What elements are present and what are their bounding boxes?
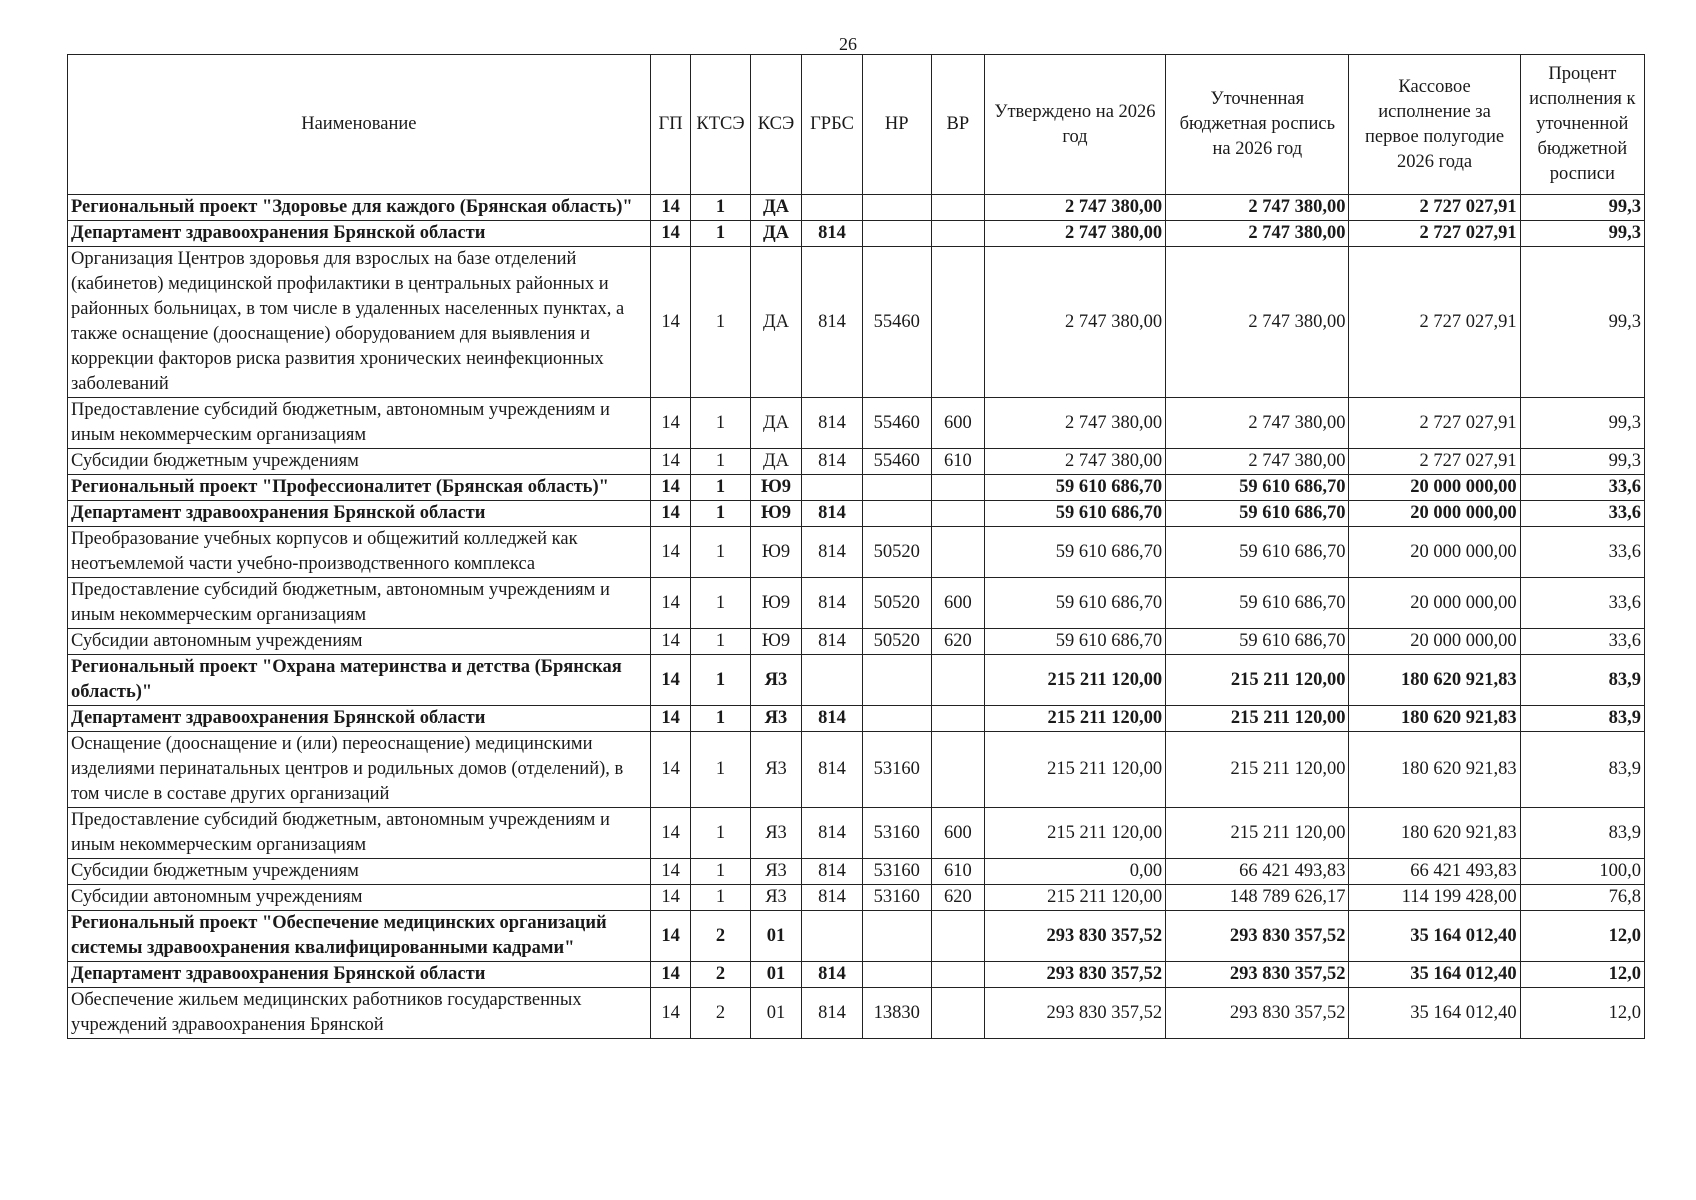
cell-approved: 59 610 686,70 [984,527,1165,578]
cell-gp: 14 [650,195,691,221]
table-row [68,655,1645,706]
cell-vr [931,501,984,527]
cell-gp: 14 [650,988,691,1039]
cell-kse: Я3 [750,885,802,911]
cell-ktse: 2 [691,911,750,962]
cell-nr: 50520 [862,578,931,629]
cell-approved: 2 747 380,00 [984,247,1165,398]
cell-cash: 180 620 921,83 [1349,655,1520,706]
cell-kse: Ю9 [750,527,802,578]
cell-nr: 50520 [862,527,931,578]
header-percent: Процент исполнения к уточненной бюджетной росписи [1520,55,1644,195]
page-number: 26 [839,34,857,54]
cell-cash: 180 620 921,83 [1349,732,1520,808]
cell-percent: 83,9 [1520,808,1644,859]
table-row [68,629,1645,655]
cell-gp: 14 [650,247,691,398]
cell-vr [931,475,984,501]
cell-approved: 2 747 380,00 [984,449,1165,475]
table-row [68,911,1645,962]
cell-nr [862,706,931,732]
cell-ktse: 1 [691,475,750,501]
cell-vr [931,988,984,1039]
cell-ktse: 1 [691,859,750,885]
cell-name: Региональный проект "Охрана материнства и детства (Брянская область)" [68,655,651,706]
cell-grbs: 814 [802,501,862,527]
cell-grbs: 814 [802,885,862,911]
cell-cash: 20 000 000,00 [1349,475,1520,501]
cell-approved: 293 830 357,52 [984,911,1165,962]
cell-grbs [802,911,862,962]
header-kse: КСЭ [750,55,802,195]
table-header-row [68,55,1645,195]
cell-kse: ДА [750,247,802,398]
cell-approved: 293 830 357,52 [984,988,1165,1039]
cell-refined: 2 747 380,00 [1166,247,1349,398]
cell-grbs: 814 [802,808,862,859]
table-row [68,859,1645,885]
table-row [68,475,1645,501]
cell-grbs: 814 [802,527,862,578]
cell-grbs: 814 [802,706,862,732]
cell-vr [931,221,984,247]
cell-name: Субсидии бюджетным учреждениям [68,449,651,475]
cell-kse: Я3 [750,655,802,706]
cell-gp: 14 [650,859,691,885]
cell-kse: Я3 [750,808,802,859]
cell-cash: 20 000 000,00 [1349,578,1520,629]
cell-ktse: 2 [691,988,750,1039]
cell-ktse: 1 [691,501,750,527]
cell-refined: 2 747 380,00 [1166,449,1349,475]
cell-percent: 83,9 [1520,655,1644,706]
cell-name: Субсидии автономным учреждениям [68,629,651,655]
cell-gp: 14 [650,475,691,501]
cell-refined: 59 610 686,70 [1166,578,1349,629]
cell-vr [931,911,984,962]
cell-name: Департамент здравоохранения Брянской области [68,501,651,527]
cell-ktse: 1 [691,885,750,911]
cell-gp: 14 [650,398,691,449]
cell-refined: 59 610 686,70 [1166,475,1349,501]
cell-approved: 215 211 120,00 [984,885,1165,911]
table-row [68,221,1645,247]
cell-grbs: 814 [802,221,862,247]
cell-name: Предоставление субсидий бюджетным, автономным учреждениям и иным некоммерческим организациям [68,398,651,449]
cell-grbs: 814 [802,988,862,1039]
cell-refined: 59 610 686,70 [1166,527,1349,578]
cell-cash: 180 620 921,83 [1349,808,1520,859]
cell-refined: 148 789 626,17 [1166,885,1349,911]
cell-refined: 66 421 493,83 [1166,859,1349,885]
cell-ktse: 1 [691,578,750,629]
header-name: Наименование [68,55,651,195]
cell-name: Департамент здравоохранения Брянской области [68,706,651,732]
cell-refined: 59 610 686,70 [1166,501,1349,527]
cell-nr [862,221,931,247]
cell-percent: 33,6 [1520,629,1644,655]
cell-kse: Ю9 [750,578,802,629]
cell-percent: 33,6 [1520,501,1644,527]
table-row [68,962,1645,988]
table-row [68,578,1645,629]
cell-ktse: 1 [691,732,750,808]
cell-vr [931,706,984,732]
cell-approved: 215 211 120,00 [984,706,1165,732]
table-row [68,885,1645,911]
cell-kse: Я3 [750,732,802,808]
cell-cash: 114 199 428,00 [1349,885,1520,911]
cell-gp: 14 [650,449,691,475]
cell-gp: 14 [650,962,691,988]
cell-vr [931,527,984,578]
cell-ktse: 1 [691,247,750,398]
cell-nr [862,911,931,962]
header-nr: НР [862,55,931,195]
header-cash: Кассовое исполнение за первое полугодие 2026 года [1349,55,1520,195]
cell-ktse: 1 [691,629,750,655]
cell-grbs: 814 [802,962,862,988]
cell-ktse: 1 [691,527,750,578]
cell-grbs: 814 [802,732,862,808]
cell-name: Региональный проект "Профессионалитет (Брянская область)" [68,475,651,501]
cell-approved: 59 610 686,70 [984,629,1165,655]
cell-name: Департамент здравоохранения Брянской области [68,962,651,988]
cell-nr: 53160 [862,885,931,911]
cell-percent: 99,3 [1520,221,1644,247]
cell-percent: 12,0 [1520,911,1644,962]
cell-approved: 2 747 380,00 [984,398,1165,449]
cell-gp: 14 [650,655,691,706]
cell-vr: 610 [931,449,984,475]
cell-approved: 2 747 380,00 [984,221,1165,247]
cell-grbs [802,475,862,501]
header-refined: Уточненная бюджетная роспись на 2026 год [1166,55,1349,195]
cell-percent: 12,0 [1520,988,1644,1039]
cell-grbs: 814 [802,449,862,475]
header-grbs: ГРБС [802,55,862,195]
cell-vr [931,655,984,706]
cell-approved: 2 747 380,00 [984,195,1165,221]
cell-approved: 215 211 120,00 [984,808,1165,859]
cell-grbs: 814 [802,578,862,629]
cell-name: Региональный проект "Здоровье для каждого (Брянская область)" [68,195,651,221]
cell-gp: 14 [650,527,691,578]
cell-gp: 14 [650,578,691,629]
cell-kse: Ю9 [750,501,802,527]
cell-name: Региональный проект "Обеспечение медицинских организаций системы здравоохранения квалифицированными кадрами" [68,911,651,962]
cell-nr [862,195,931,221]
cell-gp: 14 [650,911,691,962]
cell-percent: 33,6 [1520,578,1644,629]
header-ktse: КТСЭ [691,55,750,195]
cell-vr [931,247,984,398]
cell-vr: 600 [931,398,984,449]
cell-grbs [802,655,862,706]
cell-percent: 76,8 [1520,885,1644,911]
cell-name: Предоставление субсидий бюджетным, автономным учреждениям и иным некоммерческим организациям [68,578,651,629]
cell-refined: 2 747 380,00 [1166,195,1349,221]
cell-percent: 99,3 [1520,398,1644,449]
cell-name: Оснащение (дооснащение и (или) переоснащение) медицинскими изделиями перинатальных центров и родильных домов (отделений), в том числе в составе других организаций [68,732,651,808]
cell-refined: 2 747 380,00 [1166,221,1349,247]
cell-refined: 59 610 686,70 [1166,629,1349,655]
cell-approved: 0,00 [984,859,1165,885]
table-row [68,449,1645,475]
cell-vr [931,732,984,808]
cell-gp: 14 [650,706,691,732]
cell-percent: 12,0 [1520,962,1644,988]
cell-nr: 13830 [862,988,931,1039]
cell-name: Преобразование учебных корпусов и общежитий колледжей как неотъемлемой части учебно-производственного комплекса [68,527,651,578]
cell-refined: 215 211 120,00 [1166,732,1349,808]
table-row [68,195,1645,221]
cell-nr [862,655,931,706]
cell-percent: 33,6 [1520,475,1644,501]
cell-ktse: 1 [691,449,750,475]
cell-kse: 01 [750,962,802,988]
cell-ktse: 2 [691,962,750,988]
cell-nr [862,475,931,501]
table-row [68,808,1645,859]
cell-cash: 35 164 012,40 [1349,911,1520,962]
table-row [68,501,1645,527]
cell-grbs [802,195,862,221]
cell-nr: 55460 [862,247,931,398]
cell-gp: 14 [650,221,691,247]
cell-vr: 610 [931,859,984,885]
cell-ktse: 1 [691,221,750,247]
cell-grbs: 814 [802,629,862,655]
cell-nr: 53160 [862,808,931,859]
header-gp: ГП [650,55,691,195]
cell-percent: 83,9 [1520,732,1644,808]
cell-refined: 2 747 380,00 [1166,398,1349,449]
cell-vr: 600 [931,578,984,629]
cell-kse: ДА [750,221,802,247]
cell-approved: 293 830 357,52 [984,962,1165,988]
cell-cash: 66 421 493,83 [1349,859,1520,885]
cell-nr: 50520 [862,629,931,655]
cell-gp: 14 [650,808,691,859]
cell-percent: 99,3 [1520,247,1644,398]
cell-cash: 2 727 027,91 [1349,247,1520,398]
cell-percent: 33,6 [1520,527,1644,578]
cell-cash: 2 727 027,91 [1349,398,1520,449]
table-row [68,527,1645,578]
cell-vr [931,195,984,221]
cell-kse: 01 [750,911,802,962]
cell-percent: 99,3 [1520,195,1644,221]
table-row [68,398,1645,449]
cell-gp: 14 [650,501,691,527]
cell-ktse: 1 [691,706,750,732]
cell-nr: 55460 [862,398,931,449]
cell-grbs: 814 [802,247,862,398]
cell-refined: 215 211 120,00 [1166,808,1349,859]
cell-cash: 180 620 921,83 [1349,706,1520,732]
cell-nr: 55460 [862,449,931,475]
table-row [68,732,1645,808]
cell-vr: 620 [931,629,984,655]
cell-ktse: 1 [691,808,750,859]
cell-nr [862,962,931,988]
budget-table [67,54,1645,1039]
cell-nr: 53160 [862,732,931,808]
cell-approved: 59 610 686,70 [984,475,1165,501]
cell-vr: 600 [931,808,984,859]
cell-nr: 53160 [862,859,931,885]
cell-name: Обеспечение жильем медицинских работников государственных учреждений здравоохранения Брянской [68,988,651,1039]
cell-name: Предоставление субсидий бюджетным, автономным учреждениям и иным некоммерческим организациям [68,808,651,859]
cell-grbs: 814 [802,859,862,885]
header-approved: Утверждено на 2026 год [984,55,1165,195]
table-row [68,247,1645,398]
cell-refined: 215 211 120,00 [1166,655,1349,706]
cell-approved: 59 610 686,70 [984,578,1165,629]
cell-cash: 20 000 000,00 [1349,629,1520,655]
cell-gp: 14 [650,732,691,808]
cell-nr [862,501,931,527]
cell-cash: 20 000 000,00 [1349,527,1520,578]
cell-kse: Я3 [750,706,802,732]
cell-kse: Я3 [750,859,802,885]
header-vr: ВР [931,55,984,195]
cell-cash: 20 000 000,00 [1349,501,1520,527]
table-row [68,988,1645,1039]
cell-ktse: 1 [691,195,750,221]
cell-refined: 215 211 120,00 [1166,706,1349,732]
cell-approved: 215 211 120,00 [984,655,1165,706]
cell-kse: ДА [750,195,802,221]
cell-refined: 293 830 357,52 [1166,911,1349,962]
cell-kse: Ю9 [750,629,802,655]
table-row [68,706,1645,732]
cell-approved: 59 610 686,70 [984,501,1165,527]
cell-grbs: 814 [802,398,862,449]
cell-cash: 35 164 012,40 [1349,988,1520,1039]
cell-kse: ДА [750,398,802,449]
cell-percent: 99,3 [1520,449,1644,475]
cell-name: Департамент здравоохранения Брянской области [68,221,651,247]
cell-cash: 35 164 012,40 [1349,962,1520,988]
cell-vr: 620 [931,885,984,911]
cell-cash: 2 727 027,91 [1349,221,1520,247]
cell-ktse: 1 [691,398,750,449]
cell-refined: 293 830 357,52 [1166,962,1349,988]
cell-cash: 2 727 027,91 [1349,195,1520,221]
cell-percent: 100,0 [1520,859,1644,885]
cell-name: Организация Центров здоровья для взрослых на базе отделений (кабинетов) медицинской профилактики в центральных районных и районных больницах, в том числе в удаленных населенных пунктах, а также оснащение (дооснащение) оборудованием для выявления и коррекции факторов риска развития хронических неинфекционных заболеваний [68,247,651,398]
cell-kse: 01 [750,988,802,1039]
cell-gp: 14 [650,629,691,655]
cell-name: Субсидии бюджетным учреждениям [68,859,651,885]
cell-kse: Ю9 [750,475,802,501]
cell-name: Субсидии автономным учреждениям [68,885,651,911]
cell-vr [931,962,984,988]
cell-ktse: 1 [691,655,750,706]
cell-refined: 293 830 357,52 [1166,988,1349,1039]
cell-gp: 14 [650,885,691,911]
cell-percent: 83,9 [1520,706,1644,732]
cell-approved: 215 211 120,00 [984,732,1165,808]
cell-kse: ДА [750,449,802,475]
cell-cash: 2 727 027,91 [1349,449,1520,475]
